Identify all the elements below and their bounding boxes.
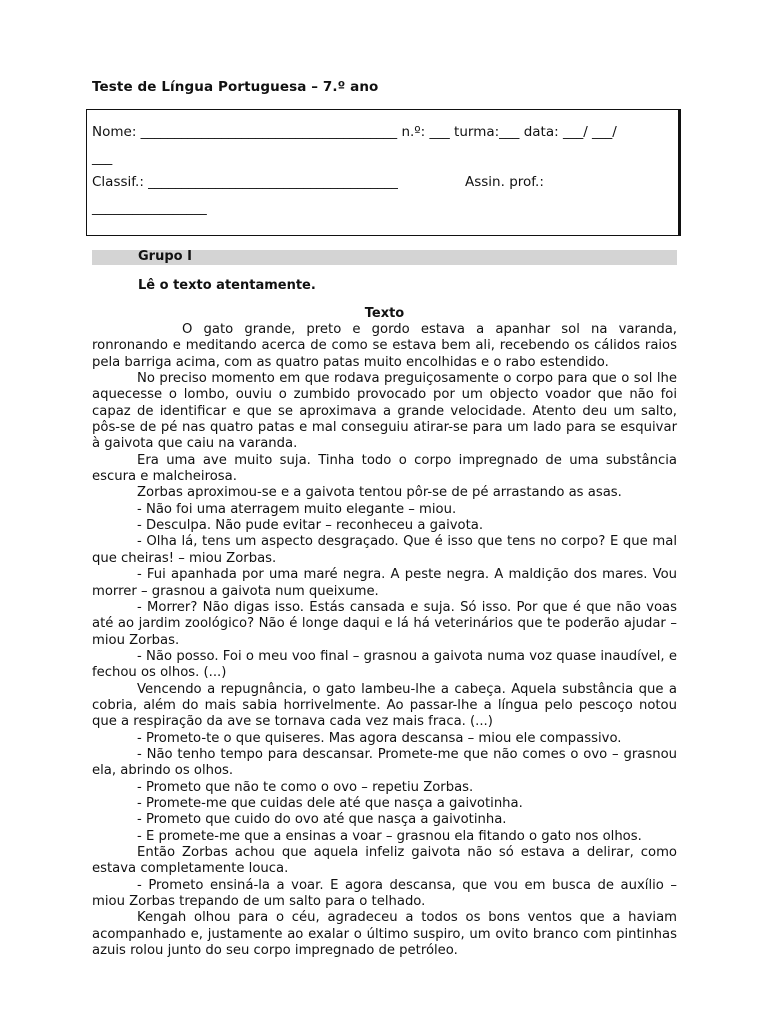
teacher-signature-label: Assin. prof.: (465, 174, 544, 190)
story-paragraph: - Prometo-te o que quiseres. Mas agora descansa – miou ele compassivo. (137, 730, 622, 746)
story-paragraph: - Desculpa. Não pude evitar – reconheceu a gaivota. (137, 518, 484, 534)
story-text (92, 322, 677, 959)
story-paragraph: - Morrer? Não digas isso. Estás cansada e suja. Só isso. Por que é que não voas até ao jardim zoológico? Não é longe daqui e lá há veterinários que te poderão ajudar – miou Zorbas. (92, 599, 677, 648)
story-paragraph: Então Zorbas achou que aquela infeliz gaivota não só estava a delirar, como estava completamente louca. (92, 845, 677, 877)
classification-line: Classif.: _____________________________________ (92, 174, 398, 190)
story-paragraph: O gato grande, preto e gordo estava a apanhar sol na varanda, ronronando e meditando acerca de como se estava bem ali, recebendo os cálidos raios pela barriga acima, com as quatro patas muito encolhidas e o rabo estendido. (92, 322, 677, 370)
page-title: Teste de Língua Portuguesa – 7.º ano (92, 79, 379, 95)
story-paragraph: Vencendo a repugnância, o gato lambeu-lhe a cabeça. Aquela substância que a cobria, além do mais sabia horrivelmente. Ao passar-lhe a língua pelo pescoço notou que a respiração da ave se tornava cada vez mais fraca. (...) (92, 681, 677, 730)
reading-instruction: Lê o texto atentamente. (138, 278, 316, 293)
story-paragraph: - E promete-me que a ensinas a voar – grasnou ela fitando o gato nos olhos. (137, 828, 642, 844)
story-paragraph: Kengah olhou para o céu, agradeceu a todos os bons ventos que a haviam acompanhado e, justamente ao exalar o último suspiro, um ovito branco com pintinhas azuis rolou junto do seu corpo impregnado de petróleo. (92, 910, 677, 959)
story-paragraph: - Olha lá, tens um aspecto desgraçado. Que é isso que tens no corpo? E que mal que cheiras! – miou Zorbas. (92, 534, 677, 566)
student-info-box (86, 109, 681, 236)
story-paragraph: Zorbas aproximou-se e a gaivota tentou pôr-se de pé arrastando as asas. (137, 485, 622, 501)
story-paragraph: - Prometo que cuido do ovo até que nasça a gaivotinha. (137, 812, 507, 828)
story-paragraph: - Prometo que não te como o ovo – repetiu Zorbas. (137, 779, 474, 795)
story-paragraph: - Prometo ensiná-la a voar. E agora descansa, que vou em busca de auxílio – miou Zorbas trepando de um salto para o telhado. (92, 877, 677, 910)
story-paragraph: - Não tenho tempo para descansar. Promete-me que não comes o ovo – grasnou ela, abrindo os olhos. (92, 746, 677, 779)
text-title: Texto (364, 306, 405, 321)
story-paragraph: Era uma ave muito suja. Tinha todo o corpo impregnado de uma substância escura e malcheirosa. (92, 452, 677, 485)
story-paragraph: - Não posso. Foi o meu voo final – grasnou a gaivota numa voz quase inaudível, e fechou os olhos. (...) (92, 648, 677, 681)
group-label: Grupo I (138, 249, 192, 264)
date-continuation-line: ___ (92, 150, 113, 166)
story-paragraph: - Não foi uma aterragem muito elegante – miou. (137, 501, 457, 517)
story-paragraph: - Fui apanhada por uma maré negra. A peste negra. A maldição dos mares. Vou morrer – grasnou a gaivota num queixume. (92, 567, 677, 599)
name-number-class-date-line: Nome: ______________________________________ n.º: ___ turma:___ data: ___/ ___/ (92, 124, 617, 140)
signature-blank-line: _________________ (92, 200, 207, 216)
story-paragraph: - Promete-me que cuidas dele até que nasça a gaivotinha. (137, 795, 523, 811)
group-header-band (92, 250, 677, 265)
story-paragraph: No preciso momento em que rodava preguiçosamente o corpo para que o sol lhe aquecesse o lombo, ouviu o zumbido provocado por um objecto voador que não foi capaz de identificar e que se aproximava a grande velocidade. Atento deu um salto, pôs-se de pé nas quatro patas e mal conseguiu atirar-se para um lado para se esquivar à gaivota que caiu na varanda. (92, 371, 677, 452)
